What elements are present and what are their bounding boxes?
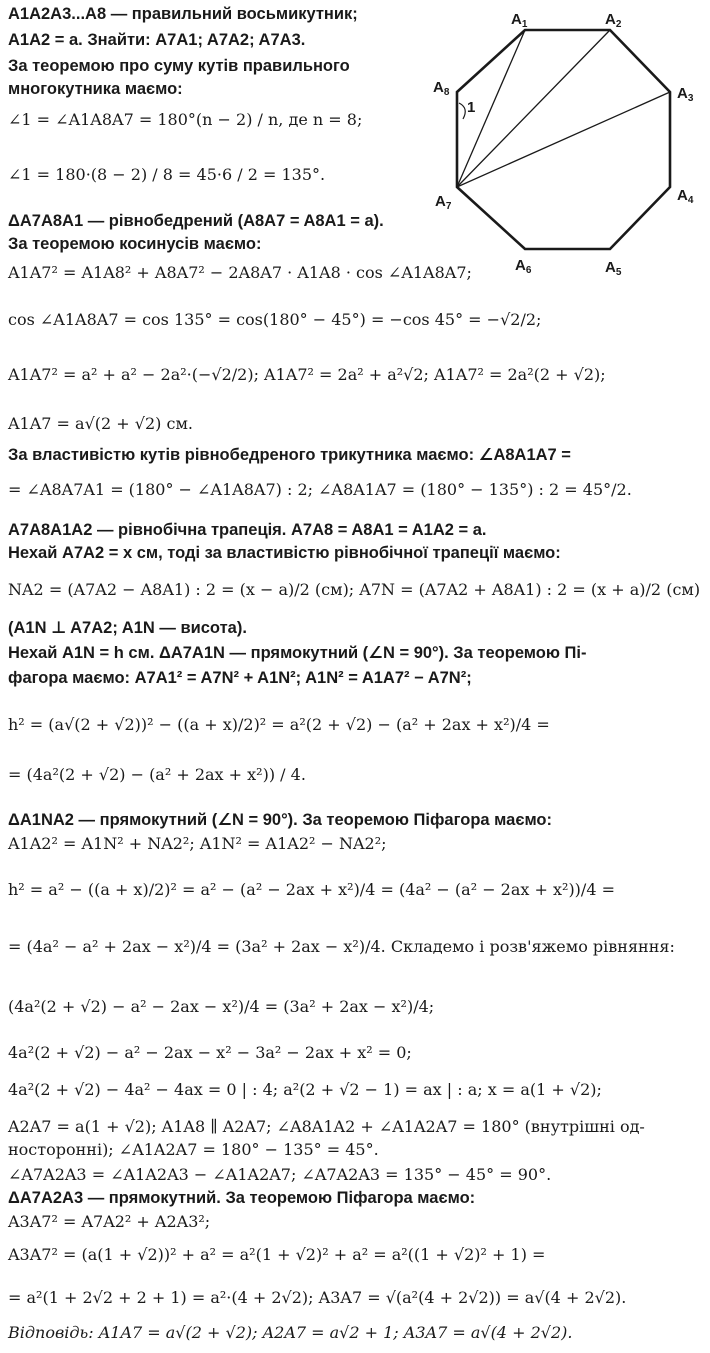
line-14: = ∠A8A7A1 = (180° − ∠A1A8A7) : 2; ∠A8A1A7 = (180° − 135°) : 2 = 45°/2. <box>8 480 632 499</box>
angle-arc <box>459 103 465 119</box>
line-27: (4a²(2 + √2) − a² − 2ax − x²)/4 = (3a² + 2ax − x²)/4; <box>8 997 435 1016</box>
angle-label: 1 <box>467 99 476 116</box>
label-a6: $A_6$ <box>515 257 532 276</box>
line-26: = (4a² − a² + 2ax − x²)/4 = (3a² + 2ax − x²)/4. Складемо і розв'яжемо рівняння: <box>8 937 675 956</box>
line-11: A1A7² = a² + a² − 2a²·(−√2/2); A1A7² = 2a² + a²√2; A1A7² = 2a²(2 + √2); <box>8 365 606 384</box>
line-16: Нехай A7A2 = x см, тоді за властивістю рівнобічної трапеції маємо: <box>8 544 561 562</box>
label-a2: $A_2$ <box>605 11 622 30</box>
line-33: ΔA7A2A3 — прямокутний. За теоремою Піфагора маємо: <box>8 1189 476 1207</box>
line-25: h² = a² − ((a + x)/2)² = a² − (a² − 2ax + x²)/4 = (4a² − (a² − 2ax + x²))/4 = <box>8 880 615 899</box>
line-19: Нехай A1N = h см. ΔA7A1N — прямокутний (∠N = 90°). За теоремою Пі- <box>8 644 587 662</box>
line-8: За теоремою косинусів маємо: <box>8 235 262 253</box>
line-30: A2A7 = a(1 + √2); A1A8 ∥ A2A7; ∠A8A1A2 + ∠A1A2A7 = 180° (внутрішні од- <box>8 1117 645 1136</box>
line-3: За теоремою про суму кутів правильного <box>8 57 350 75</box>
line-32: ∠A7A2A3 = ∠A1A2A3 − ∠A1A2A7; ∠A7A2A3 = 135° − 45° = 90°. <box>8 1165 552 1184</box>
line-20: фагора маємо: A7A1² = A7N² + A1N²; A1N² = A1A7² − A7N²; <box>8 669 472 687</box>
octagon-figure <box>425 0 705 285</box>
line-35: A3A7² = (a(1 + √2))² + a² = a²(1 + √2)² + a² = a²((1 + √2)² + 1) = <box>8 1245 546 1264</box>
line-4: многокутника маємо: <box>8 80 183 98</box>
line-5: ∠1 = ∠A1A8A7 = 180°(n − 2) / n, де n = 8; <box>8 110 363 129</box>
diagonal-a7a2 <box>457 30 610 187</box>
label-a3: $A_3$ <box>677 85 694 104</box>
line-29: 4a²(2 + √2) − 4a² − 4ax = 0 | : 4; a²(2 + √2 − 1) = ax | : a; x = a(1 + √2); <box>8 1080 602 1099</box>
line-22: = (4a²(2 + √2) − (a² + 2ax + x²)) / 4. <box>8 765 306 784</box>
line-9: A1A7² = A1A8² + A8A7² − 2A8A7 · A1A8 · cos ∠A1A8A7; <box>8 263 472 282</box>
label-a5: $A_5$ <box>605 259 622 278</box>
line-36: = a²(1 + 2√2 + 2 + 1) = a²·(4 + 2√2); A3A7 = √(a²(4 + 2√2)) = a√(4 + 2√2). <box>8 1288 627 1307</box>
line-17: NA2 = (A7A2 − A8A1) : 2 = (x − a)/2 (см); A7N = (A7A2 + A8A1) : 2 = (x + a)/2 (см) <box>8 580 701 599</box>
line-2: A1A2 = a. Знайти: A7A1; A7A2; A7A3. <box>8 31 306 49</box>
line-28: 4a²(2 + √2) − a² − 2ax − x² − 3a² − 2ax + x² = 0; <box>8 1043 412 1062</box>
answer-line: Відповідь: A1A7 = a√(2 + √2); A2A7 = a√2 + 1; A3A7 = a√(4 + 2√2). <box>8 1323 573 1342</box>
line-34: A3A7² = A7A2² + A2A3²; <box>8 1212 211 1231</box>
line-12: A1A7 = a√(2 + √2) см. <box>8 414 193 433</box>
label-a1: $A_1$ <box>511 11 528 30</box>
diagonal-a7a3 <box>457 92 670 187</box>
line-21: h² = (a√(2 + √2))² − ((a + x)/2)² = a²(2 + √2) − (a² + 2ax + x²)/4 = <box>8 715 550 734</box>
line-23: ΔA1NA2 — прямокутний (∠N = 90°). За теоремою Піфагора маємо: <box>8 811 553 829</box>
line-7: ΔA7A8A1 — рівнобедрений (A8A7 = A8A1 = a). <box>8 212 384 230</box>
label-a8: $A_8$ <box>433 79 450 98</box>
line-31: носторонні); ∠A1A2A7 = 180° − 135° = 45°. <box>8 1140 379 1159</box>
line-10: cos ∠A1A8A7 = cos 135° = cos(180° − 45°) = −cos 45° = −√2/2; <box>8 310 542 329</box>
line-15: A7A8A1A2 — рівнобічна трапеція. A7A8 = A8A1 = A1A2 = a. <box>8 521 487 539</box>
line-13: За властивістю кутів рівнобедреного трикутника маємо: ∠A8A1A7 = <box>8 446 571 464</box>
line-1: A1A2A3...A8 — правильний восьмикутник; <box>8 5 358 23</box>
line-18: (A1N ⊥ A7A2; A1N — висота). <box>8 619 247 637</box>
label-a4: $A_4$ <box>677 187 694 206</box>
line-24: A1A2² = A1N² + NA2²; A1N² = A1A2² − NA2²; <box>8 834 387 853</box>
line-6: ∠1 = 180·(8 − 2) / 8 = 45·6 / 2 = 135°. <box>8 165 326 184</box>
label-a7: $A_7$ <box>435 193 452 212</box>
